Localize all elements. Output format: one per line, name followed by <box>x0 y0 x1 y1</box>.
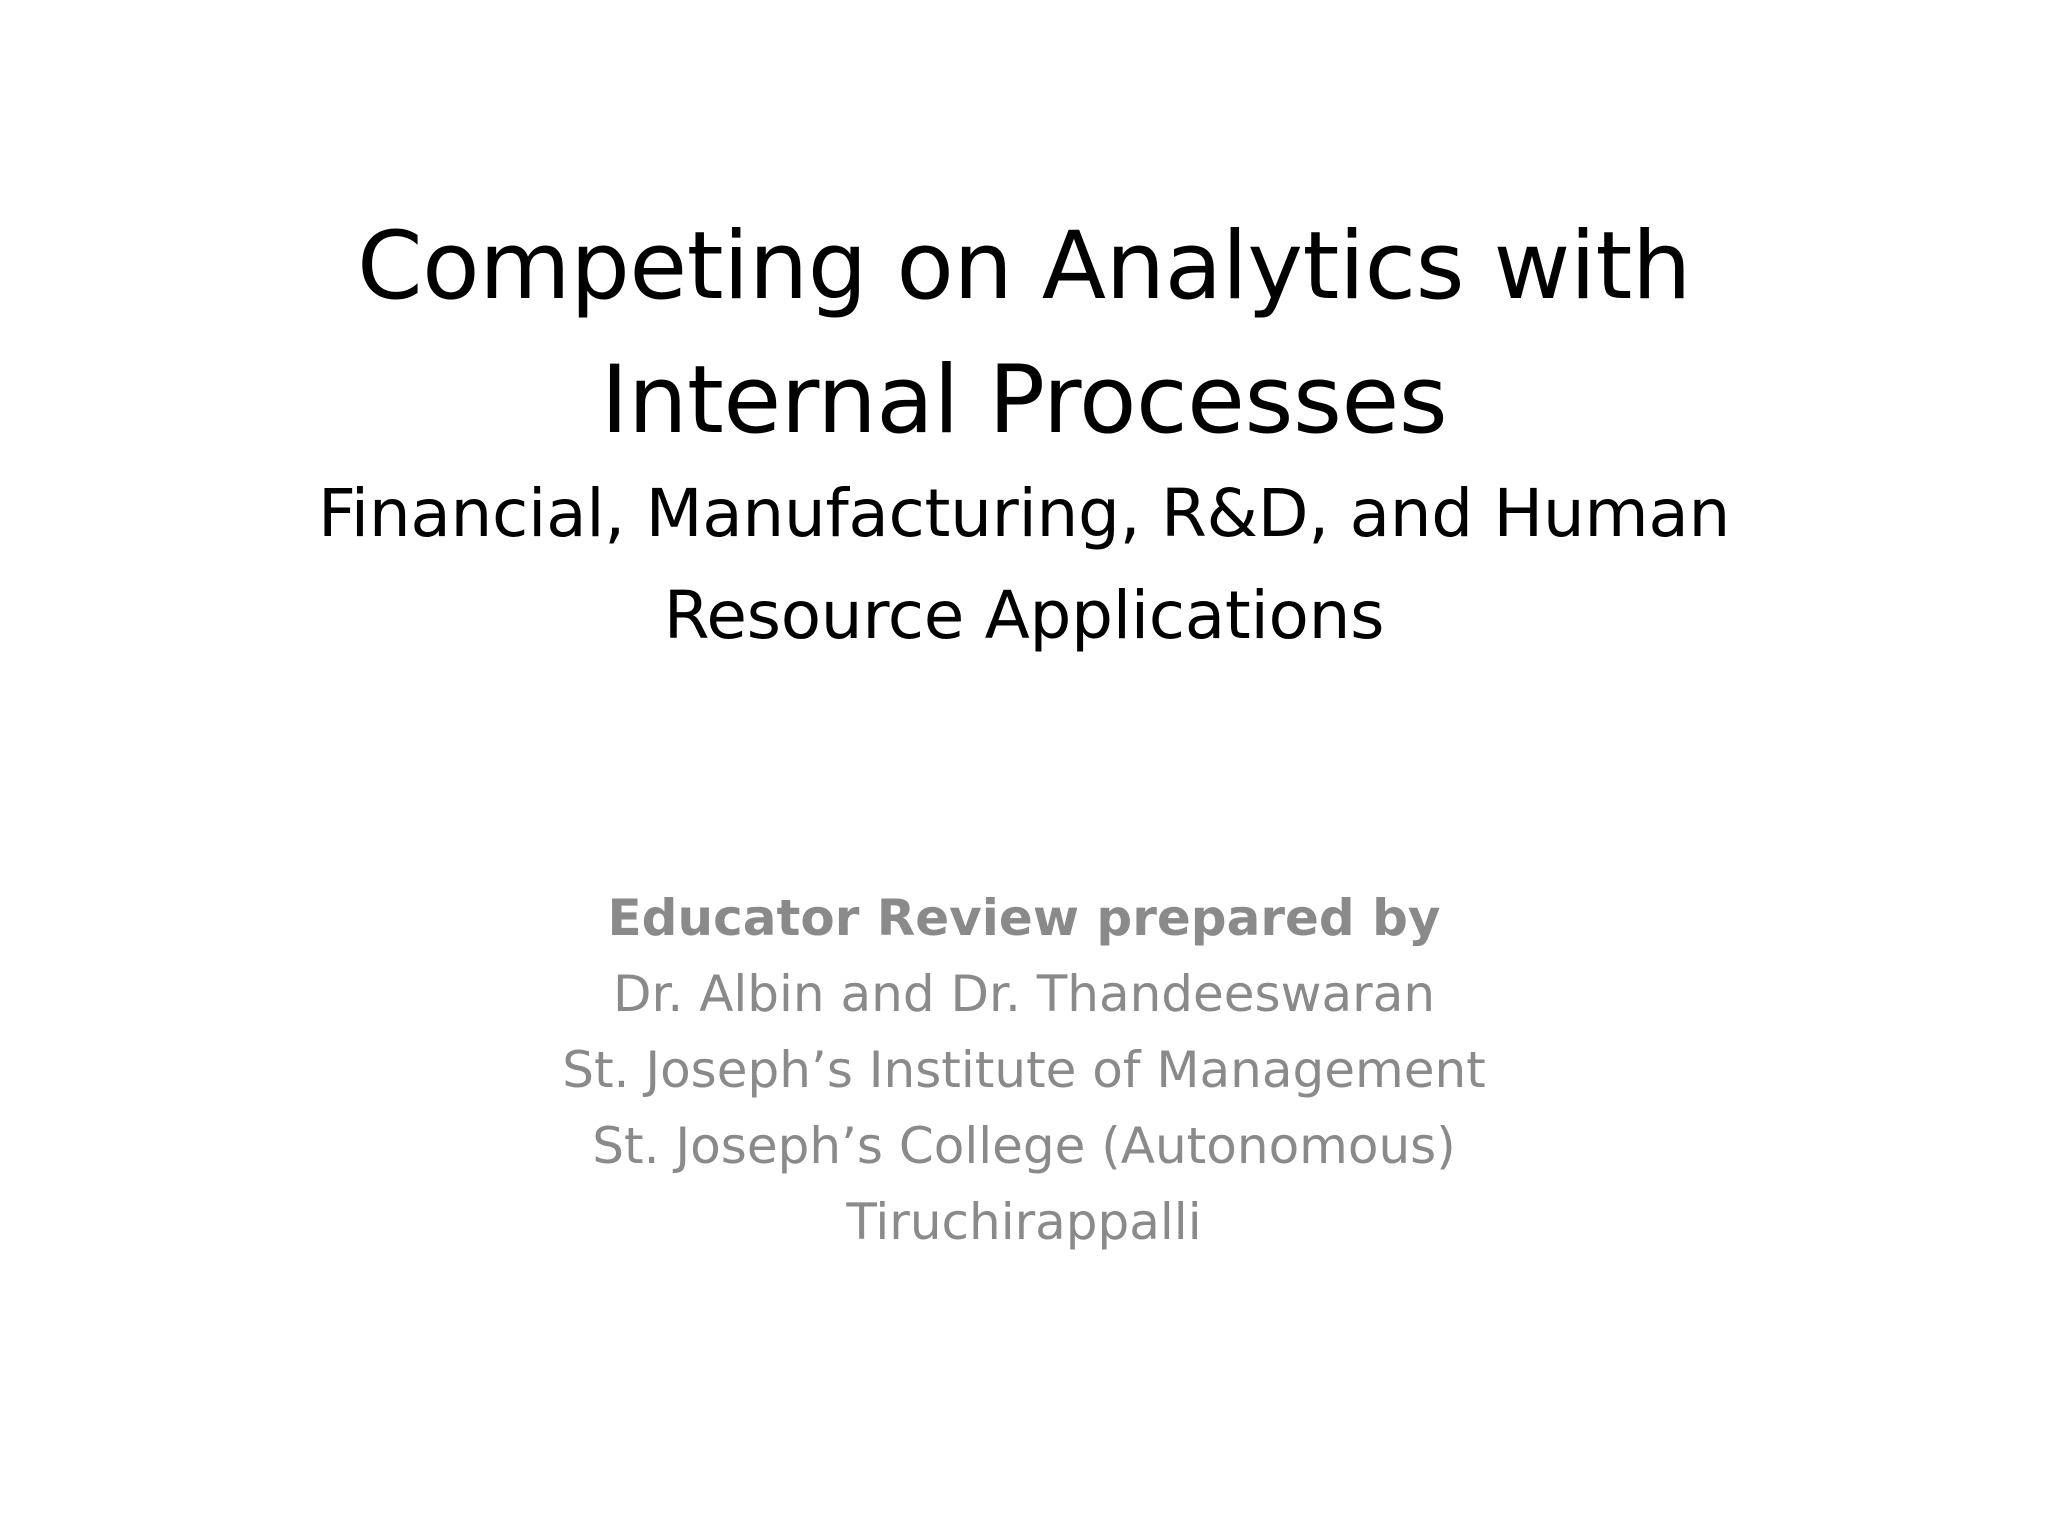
slide-title-line-2: Internal Processes <box>600 346 1448 455</box>
slide-subtitle-line-1: Financial, Manufacturing, R&D, and Human <box>317 475 1731 552</box>
credits-heading: Educator Review prepared by <box>607 889 1441 947</box>
credits-authors: Dr. Albin and Dr. Thandeeswaran <box>612 965 1436 1023</box>
slide-subtitle-line-2: Resource Applications <box>663 577 1385 654</box>
slide-title <box>200 200 1848 468</box>
slide-subtitle <box>200 463 1848 667</box>
slide-credits <box>200 880 1848 1260</box>
credits-city: Tiruchirappalli <box>846 1193 1202 1251</box>
credits-institute: St. Joseph’s Institute of Management <box>562 1041 1486 1099</box>
credits-college: St. Joseph’s College (Autonomous) <box>592 1117 1456 1175</box>
slide-title-line-1: Competing on Analytics with <box>357 212 1691 321</box>
